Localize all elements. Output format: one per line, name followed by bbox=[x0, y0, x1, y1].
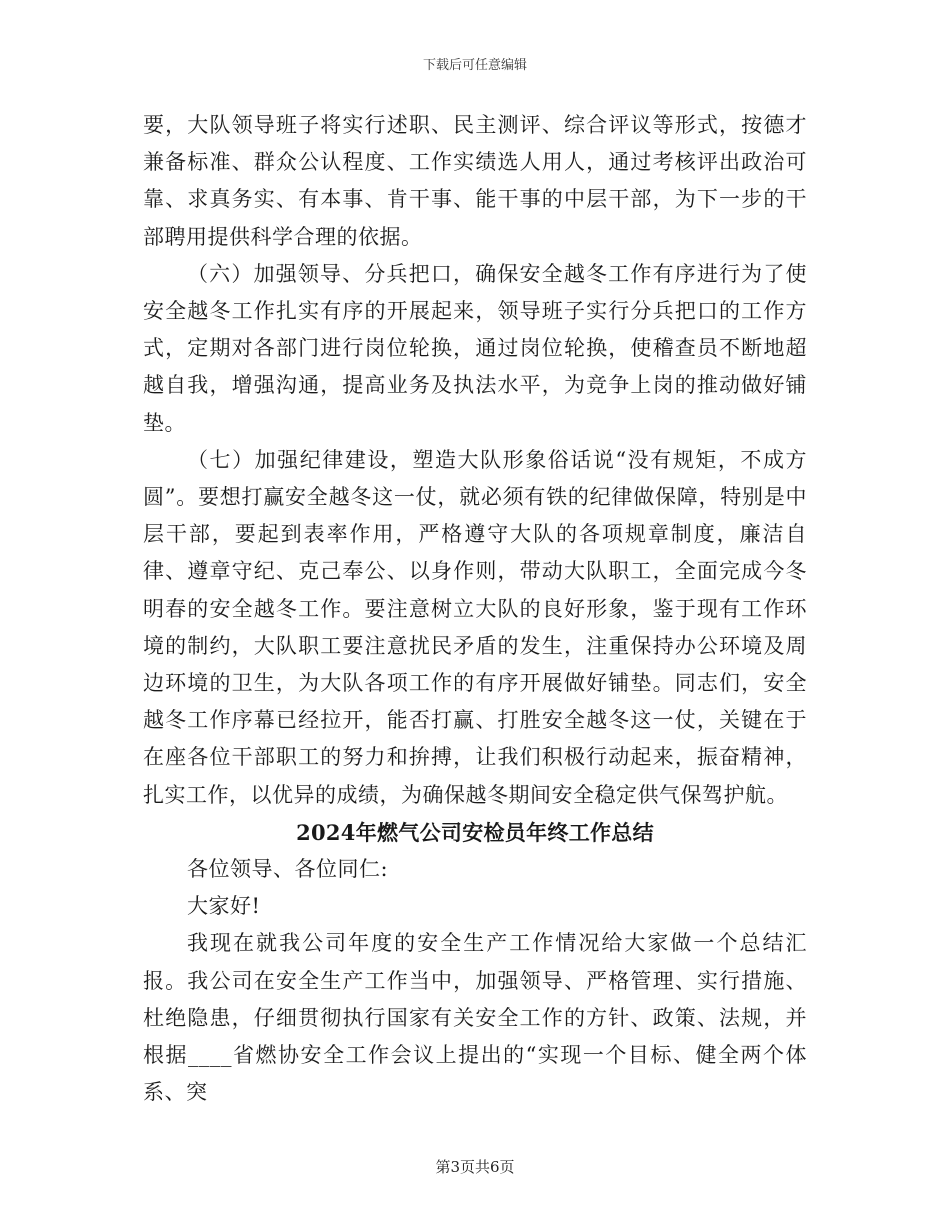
paragraph-summary-intro: 我现在就我公司年度的安全生产工作情况给大家做一个总结汇报。我公司在安全生产工作当中，加强领导、严格管理、实行措施、杜绝隐患，仔细贯彻执行国家有关安全工作的方针、政策、法规，并根据____省燃协安全工作会议上提出的“实现一个目标、健全两个体系、突 bbox=[143, 931, 807, 1105]
hello-line: 大家好! bbox=[187, 894, 261, 919]
document-body bbox=[143, 107, 807, 1111]
paragraph-section-six: （六）加强领导、分兵把口，确保安全越冬工作有序进行为了使安全越冬工作扎实有序的开展起来，领导班子实行分兵把口的工作方式，定期对各部门进行岗位轮换，通过岗位轮换，使稽查员不断地超越自我，增强沟通，提高业务及执法水平，为竞争上岗的推动做好铺垫。 bbox=[143, 261, 807, 435]
page-number: 第3页共6页 bbox=[435, 1158, 515, 1176]
page-header-note: 下载后可任意编辑 bbox=[422, 58, 527, 73]
greeting-line: 各位领导、各位同仁: bbox=[187, 857, 389, 882]
paragraph-section-seven: （七）加强纪律建设，塑造大队形象俗话说“没有规矩，不成方圆”。要想打赢安全越冬这一仗，就必须有铁的纪律做保障，特别是中层干部，要起到表率作用，严格遵守大队的各项规章制度，廉洁自律、遵章守纪、克己奉公、以身作则，带动大队职工，全面完成今冬明春的安全越冬工作。要注意树立大队的良好形象，鉴于现有工作环境的制约，大队职工要注意扰民矛盾的发生，注重保持办公环境及周边环境的卫生，为大队各项工作的有序开展做好铺垫。同志们，安全越冬工作序幕已经拉开，能否打赢、打胜安全越冬这一仗，关键在于在座各位干部职工的努力和拚搏，让我们积极行动起来，振奋精神，扎实工作，以优异的成绩，为确保越冬期间安全稳定供气保驾护航。 bbox=[143, 447, 807, 807]
document-title: 2024年燃气公司安检员年终工作总结 bbox=[296, 819, 654, 845]
paragraph-continuation: 要，大队领导班子将实行述职、民主测评、综合评议等形式，按德才兼备标准、群众公认程度、工作实绩选人用人，通过考核评出政治可靠、求真务实、有本事、肯干事、能干事的中层干部，为下一步的干部聘用提供科学合理的依据。 bbox=[143, 113, 807, 249]
